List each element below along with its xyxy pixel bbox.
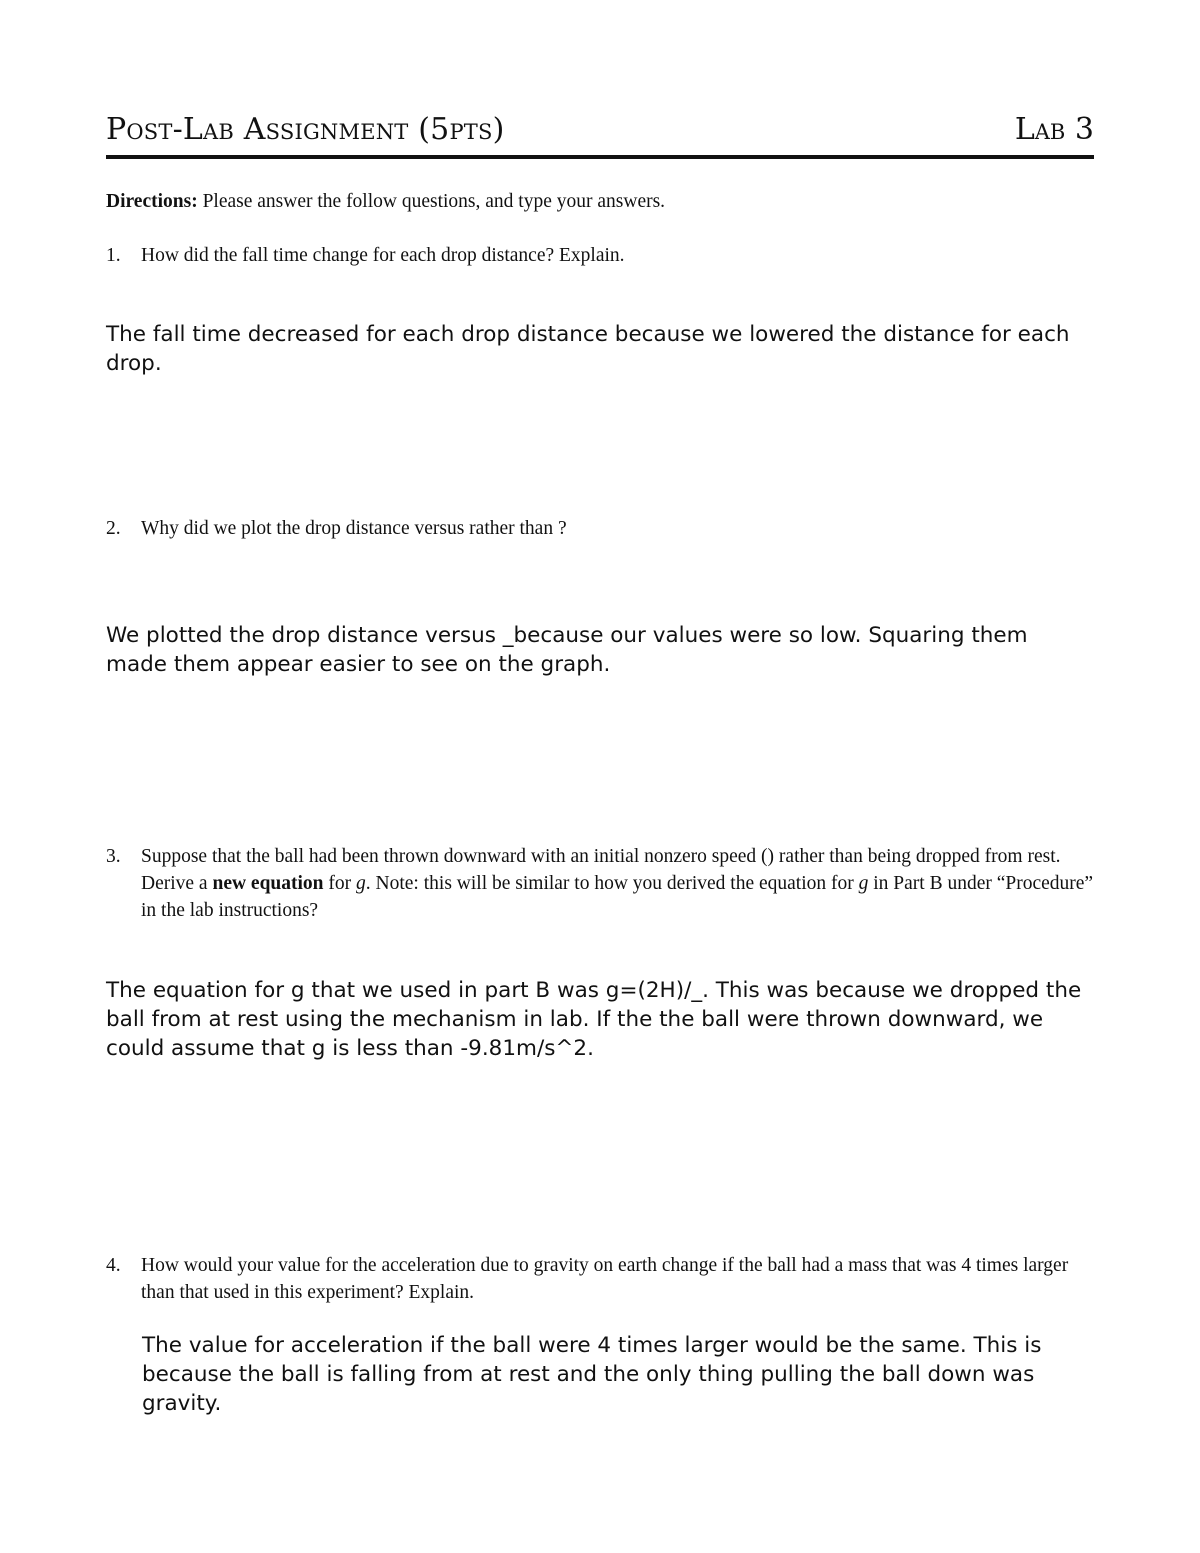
header-divider	[106, 155, 1094, 159]
lab-number: Lab 3	[1014, 112, 1094, 147]
assignment-title: Post-Lab Assignment (5pts)	[106, 112, 505, 147]
directions-label: Directions:	[106, 191, 198, 212]
question-text: How would your value for the acceleration due to gravity on earth change if the ball had a mass that was 4 times larger than that used in this experiment? Explain.	[141, 1255, 1069, 1303]
question-text: Why did we plot the drop distance versus rather than ?	[141, 518, 567, 539]
question-4	[106, 1252, 1096, 1306]
answer-2: We plotted the drop distance versus _because our values were so low. Squaring them made them appear easier to see on the graph.	[106, 623, 1028, 677]
question-number: 3.	[106, 846, 121, 867]
question-1	[106, 242, 1096, 269]
question-text: Suppose that the ball had been thrown downward with an initial nonzero speed () rather than being dropped from rest. Derive a new equation for g. Note: this will be similar to how you derived the equation for g in Part B under “Procedure” in the lab instructions?	[141, 846, 1094, 921]
answer-1: The fall time decreased for each drop distance because we lowered the distance for each drop.	[106, 322, 1070, 376]
question-number: 4.	[106, 1255, 121, 1276]
directions	[106, 188, 1096, 215]
question-2	[106, 515, 1096, 542]
answer-3: The equation for g that we used in part B was g=(2H)/_. This was because we dropped the ball from at rest using the mechanism in lab. If the the ball were thrown downward, we could assume that g is less than -9.81m/s^2.	[106, 978, 1082, 1061]
question-number: 2.	[106, 518, 121, 539]
directions-text: Please answer the follow questions, and type your answers.	[197, 191, 666, 212]
new-equation-emphasis: new equation	[212, 873, 324, 894]
answer-4: The value for acceleration if the ball were 4 times larger would be the same. This is because the ball is falling from at rest and the only thing pulling the ball down was gravity.	[142, 1333, 1042, 1416]
page-header	[106, 112, 1094, 156]
question-text: How did the fall time change for each drop distance? Explain.	[141, 245, 625, 266]
question-number: 1.	[106, 245, 121, 266]
question-3	[106, 843, 1096, 924]
